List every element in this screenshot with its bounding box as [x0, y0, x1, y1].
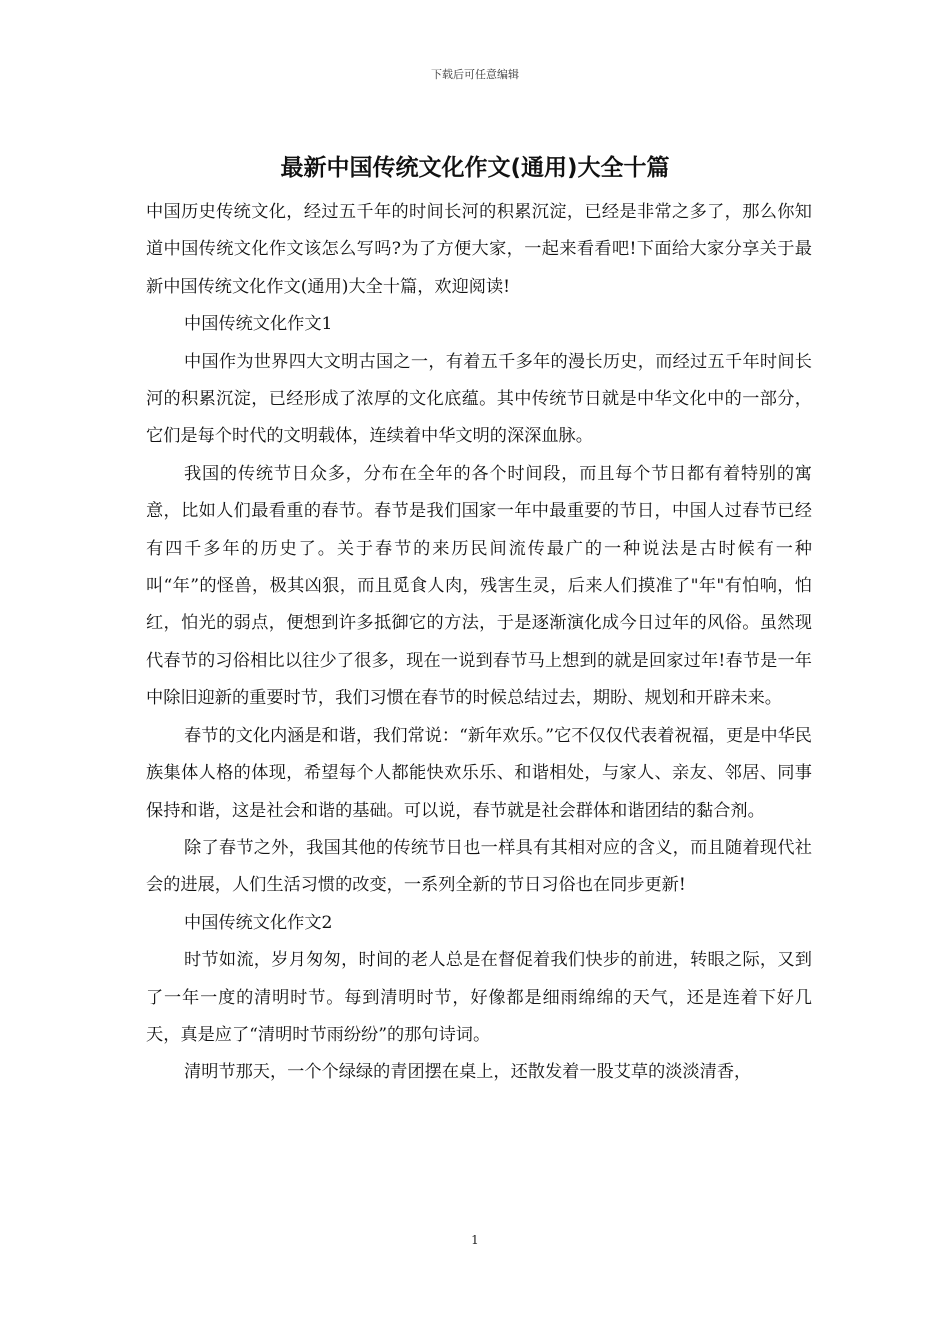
- body-paragraph: 我国的传统节日众多，分布在全年的各个时间段，而且每个节日都有着特别的寓意，比如人们最看重的春节。春节是我们国家一年中最重要的节日，中国人过春节已经有四千多年的历史了。关于春节的来历民间流传最广的一种说法是古时候有一种叫“年”的怪兽，极其凶狠，而且觅食人肉，残害生灵，后来人们摸准了"年"有怕响，怕红，怕光的弱点，便想到许多抵御它的方法，于是逐渐演化成今日过年的风俗。虽然现代春节的习俗相比以往少了很多，现在一说到春节马上想到的就是回家过年!春节是一年中除旧迎新的重要时节，我们习惯在春节的时候总结过去，期盼、规划和开辟未来。: [146, 463, 812, 709]
- body-paragraph: 中国作为世界四大文明古国之一，有着五千多年的漫长历史，而经过五千年时间长河的积累沉淀，已经形成了浓厚的文化底蕴。其中传统节日就是中华文化中的一部分，它们是每个时代的文明载体，连续着中华文明的深深血脉。: [146, 351, 812, 447]
- page-number: 1: [471, 1233, 479, 1247]
- section-heading-essay-2: 中国传统文化作文2: [184, 912, 333, 933]
- page-header: 下载后可任意编辑: [431, 68, 519, 81]
- document-body: [146, 194, 812, 1092]
- body-paragraph: 时节如流，岁月匆匆，时间的老人总是在督促着我们快步的前进，转眼之际，又到了一年一度的清明时节。每到清明时节，好像都是细雨绵绵的天气，还是连着下好几天，真是应了“清明时节雨纷纷”的那句诗词。: [146, 950, 812, 1045]
- body-paragraph: 清明节那天，一个个绿绿的青团摆在桌上，还散发着一股艾草的淡淡清香，: [184, 1062, 752, 1083]
- section-heading-essay-1: 中国传统文化作文1: [184, 314, 333, 335]
- intro-paragraph: 中国历史传统文化，经过五千年的时间长河的积累沉淀，已经是非常之多了，那么你知道中国传统文化作文该怎么写吗?为了方便大家，一起来看看吧!下面给大家分享关于最新中国传统文化作文(通用)大全十篇，欢迎阅读!: [146, 202, 812, 297]
- document-title: 最新中国传统文化作文(通用)大全十篇: [280, 155, 670, 181]
- body-paragraph: 春节的文化内涵是和谐，我们常说：“新年欢乐。”它不仅仅代表着祝福，更是中华民族集体人格的体现，希望每个人都能快欢乐乐、和谐相处，与家人、亲友、邻居、同事保持和谐，这是社会和谐的基础。可以说，春节就是社会群体和谐团结的黏合剂。: [146, 725, 812, 821]
- body-paragraph: 除了春节之外，我国其他的传统节日也一样具有其相对应的含义，而且随着现代社会的进展，人们生活习惯的改变，一系列全新的节日习俗也在同步更新!: [146, 837, 812, 896]
